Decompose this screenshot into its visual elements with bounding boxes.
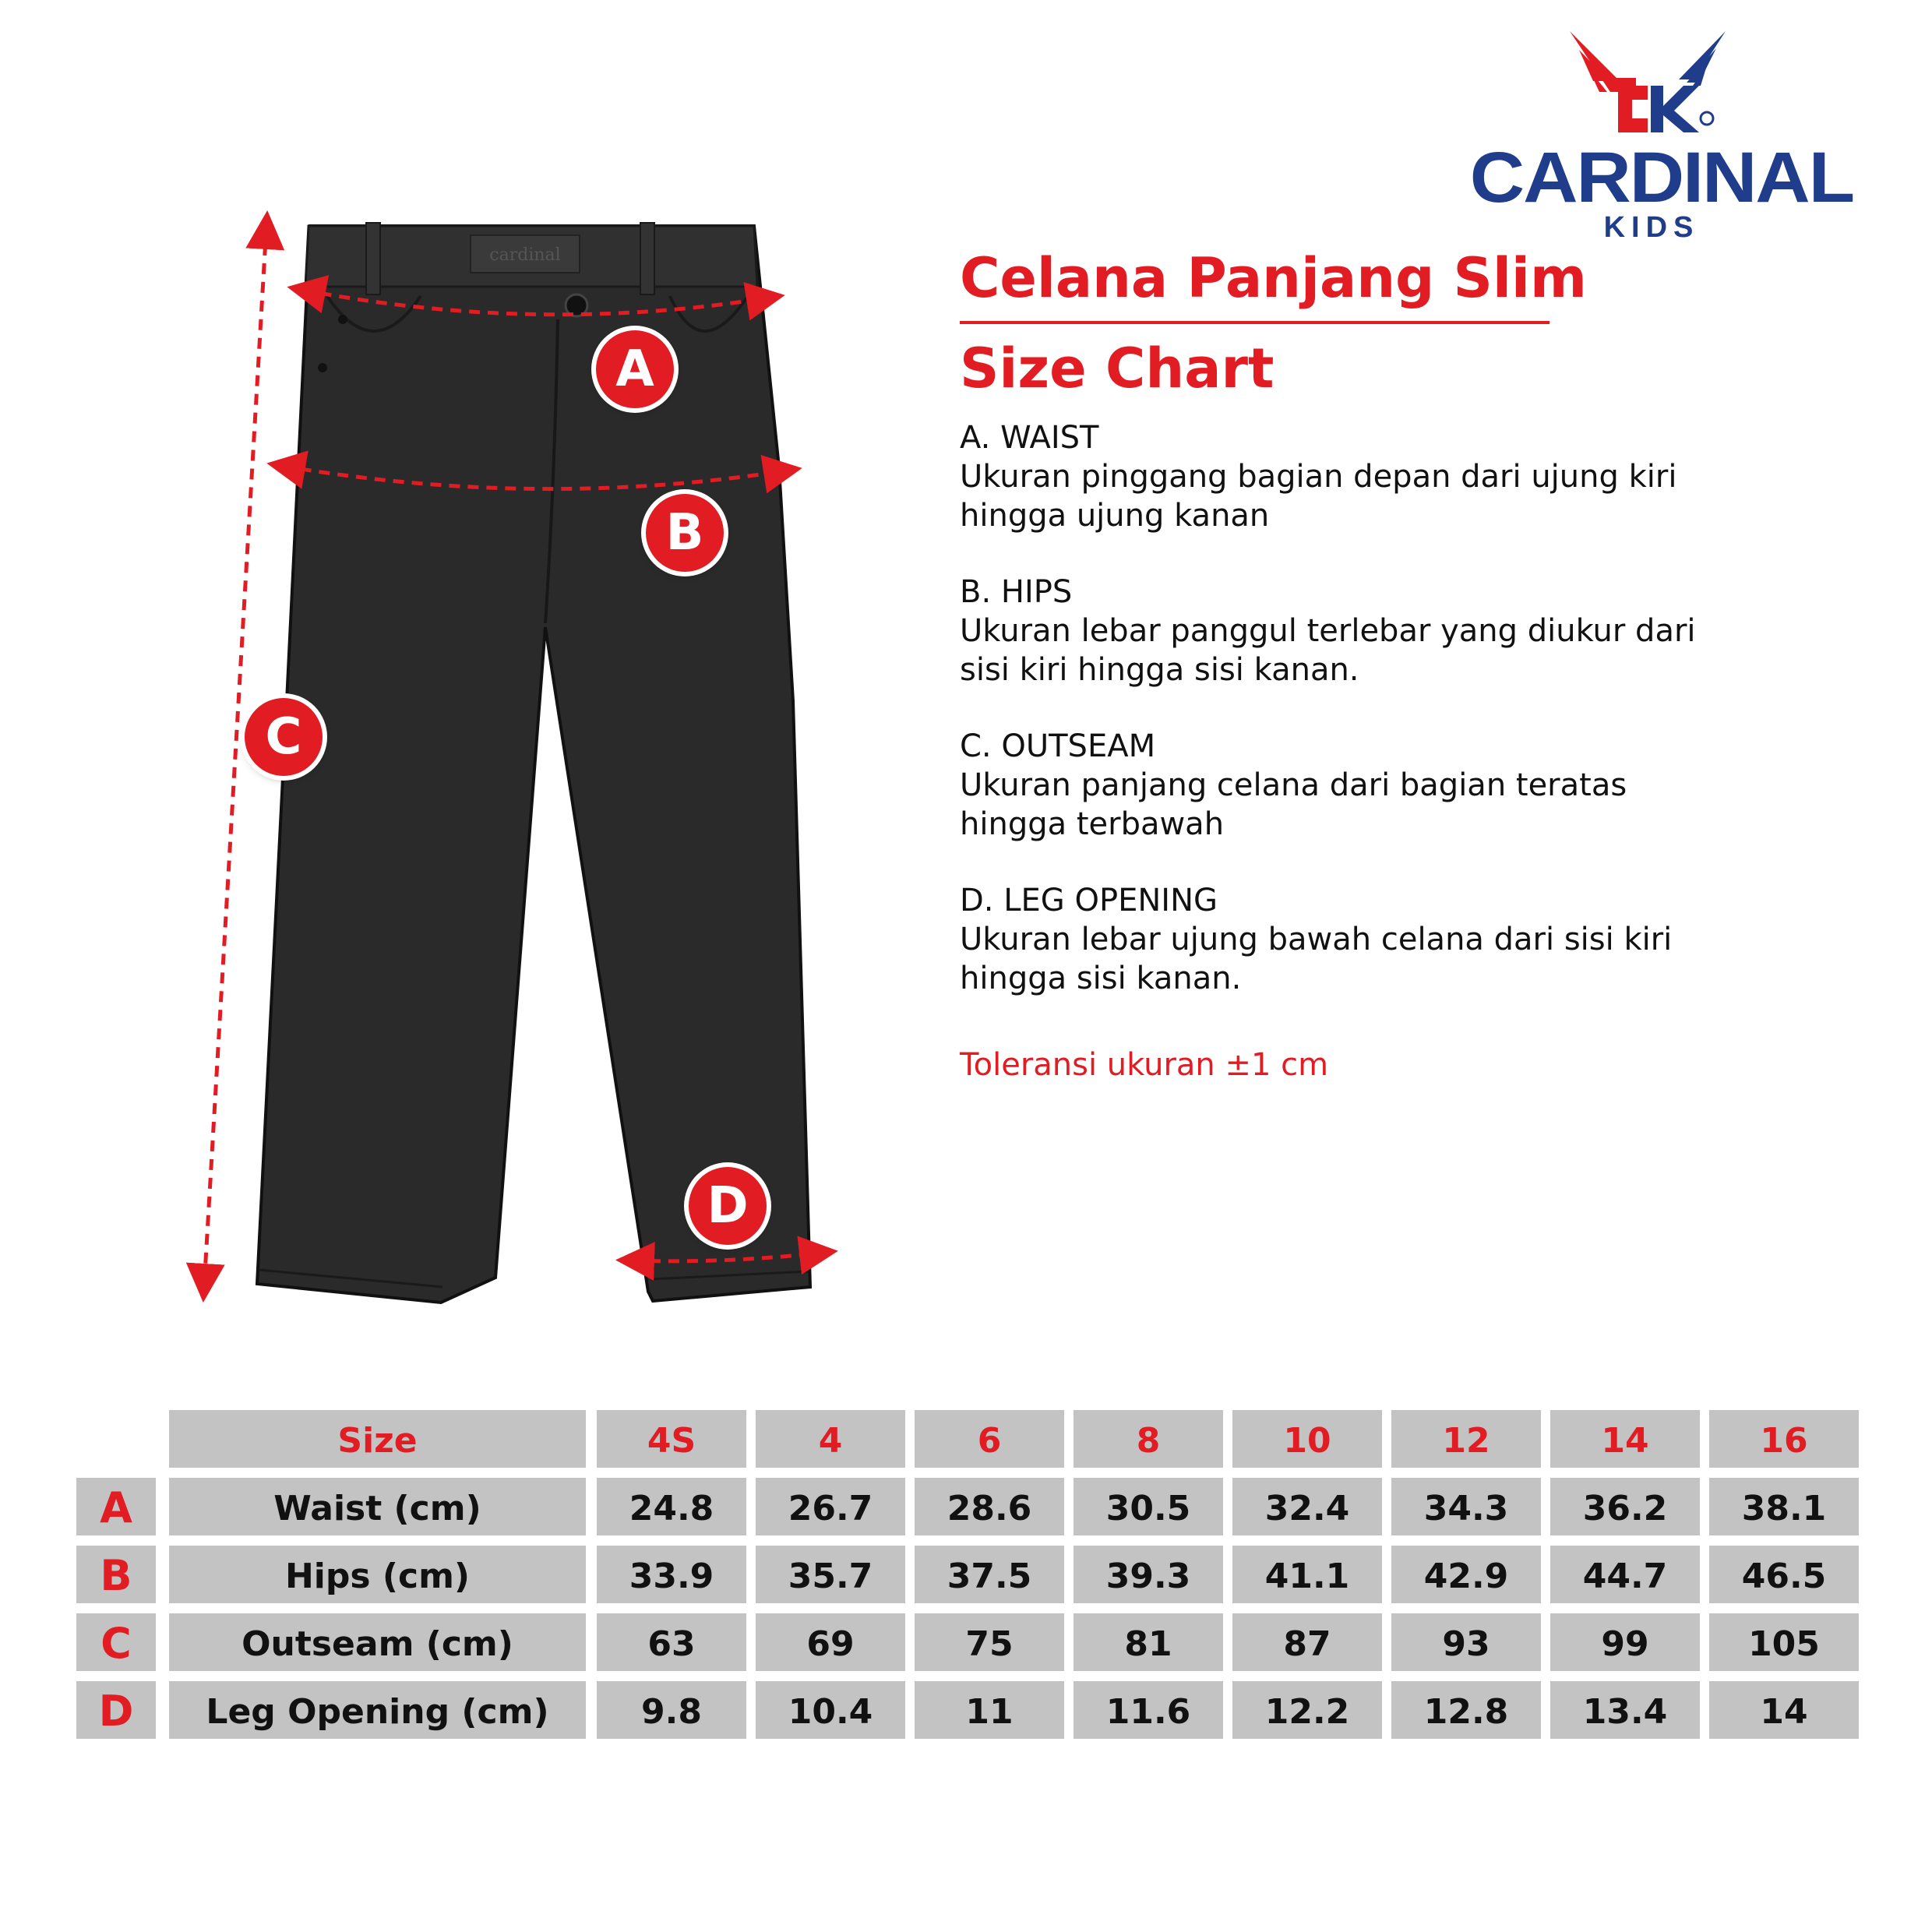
- measurement-outseam: [960, 727, 1739, 844]
- table-cell: 37.5: [915, 1546, 1064, 1603]
- pants-illustration: [0, 0, 896, 1363]
- table-cell: 12.8: [1391, 1681, 1541, 1739]
- table-cell: 46.5: [1709, 1546, 1859, 1603]
- measurement-hips: [960, 573, 1739, 689]
- table-cell: 42.9: [1391, 1546, 1541, 1603]
- marker-a: A: [596, 330, 674, 408]
- table-header-cell: 10: [1232, 1410, 1382, 1468]
- measurement-description: Ukuran pinggang bagian depan dari ujung kiri hingga ujung kanan: [960, 459, 1677, 534]
- marker-d: D: [689, 1167, 767, 1245]
- tolerance-note: Toleransi ukuran ±1 cm: [960, 1047, 1329, 1083]
- product-title: Celana Panjang Slim: [960, 246, 1587, 310]
- table-cell: 69: [756, 1613, 905, 1671]
- measurement-description: Ukuran panjang celana dari bagian teratas hingga terbawah: [960, 767, 1627, 842]
- measurement-heading: A. WAIST: [960, 420, 1099, 456]
- row-key: A: [76, 1478, 156, 1535]
- measurement-heading: D. LEG OPENING: [960, 883, 1218, 918]
- measurement-description: Ukuran lebar panggul terlebar yang diukur dari sisi kiri hingga sisi kanan.: [960, 613, 1696, 688]
- garment-label-text: cardinal: [489, 245, 561, 265]
- table-header-cell: 16: [1709, 1410, 1859, 1468]
- measurement-leg-opening: [960, 881, 1739, 998]
- table-cell: 13.4: [1550, 1681, 1700, 1739]
- row-label: Hips (cm): [169, 1546, 586, 1603]
- table-cell: 12.2: [1232, 1681, 1382, 1739]
- cardinal-logo-icon: [1562, 31, 1733, 132]
- table-header-cell: 4: [756, 1410, 905, 1468]
- row-label: Outseam (cm): [169, 1613, 586, 1671]
- measurement-heading: C. OUTSEAM: [960, 728, 1156, 764]
- table-cell: 11.6: [1074, 1681, 1223, 1739]
- table-header-cell: 14: [1550, 1410, 1700, 1468]
- chart-title: Size Chart: [960, 337, 1274, 400]
- table-cell: 32.4: [1232, 1478, 1382, 1535]
- table-cell: 9.8: [597, 1681, 746, 1739]
- row-key: C: [76, 1613, 156, 1671]
- table-header-cell: 6: [915, 1410, 1064, 1468]
- table-cell: 38.1: [1709, 1478, 1859, 1535]
- pants-body-shape: [257, 226, 810, 1303]
- table-cell: 24.8: [597, 1478, 746, 1535]
- measurement-description: Ukuran lebar ujung bawah celana dari sisi kiri hingga sisi kanan.: [960, 922, 1673, 996]
- table-cell: 28.6: [915, 1478, 1064, 1535]
- table-cell: 105: [1709, 1613, 1859, 1671]
- table-header-cell: 8: [1074, 1410, 1223, 1468]
- row-key: B: [76, 1546, 156, 1603]
- row-key: D: [76, 1681, 156, 1739]
- table-cell: 10.4: [756, 1681, 905, 1739]
- table-header-cell: 12: [1391, 1410, 1541, 1468]
- measurement-list: [960, 418, 1739, 1035]
- table-header-size: Size: [169, 1410, 586, 1468]
- measurement-heading: B. HIPS: [960, 574, 1073, 610]
- row-label: Waist (cm): [169, 1478, 586, 1535]
- table-cell: 33.9: [597, 1546, 746, 1603]
- table-cell: 14: [1709, 1681, 1859, 1739]
- table-cell: 81: [1074, 1613, 1223, 1671]
- title-underline: [960, 321, 1549, 324]
- table-cell: 35.7: [756, 1546, 905, 1603]
- table-cell: 26.7: [756, 1478, 905, 1535]
- table-header-cell: 4S: [597, 1410, 746, 1468]
- table-cell: 93: [1391, 1613, 1541, 1671]
- marker-c: C: [245, 698, 323, 776]
- row-label: Leg Opening (cm): [169, 1681, 586, 1739]
- table-cell: 87: [1232, 1613, 1382, 1671]
- table-cell: 41.1: [1232, 1546, 1382, 1603]
- table-cell: 75: [915, 1613, 1064, 1671]
- table-cell: 34.3: [1391, 1478, 1541, 1535]
- table-cell: 44.7: [1550, 1546, 1700, 1603]
- table-cell: 99: [1550, 1613, 1700, 1671]
- brand-name: CARDINAL: [1469, 138, 1854, 217]
- brand-subtitle: KIDS: [1603, 211, 1700, 244]
- table-cell: 30.5: [1074, 1478, 1223, 1535]
- table-cell: 36.2: [1550, 1478, 1700, 1535]
- table-cell: 63: [597, 1613, 746, 1671]
- marker-b: B: [646, 494, 724, 572]
- measurement-waist: [960, 418, 1739, 535]
- table-cell: 39.3: [1074, 1546, 1223, 1603]
- table-cell: 11: [915, 1681, 1064, 1739]
